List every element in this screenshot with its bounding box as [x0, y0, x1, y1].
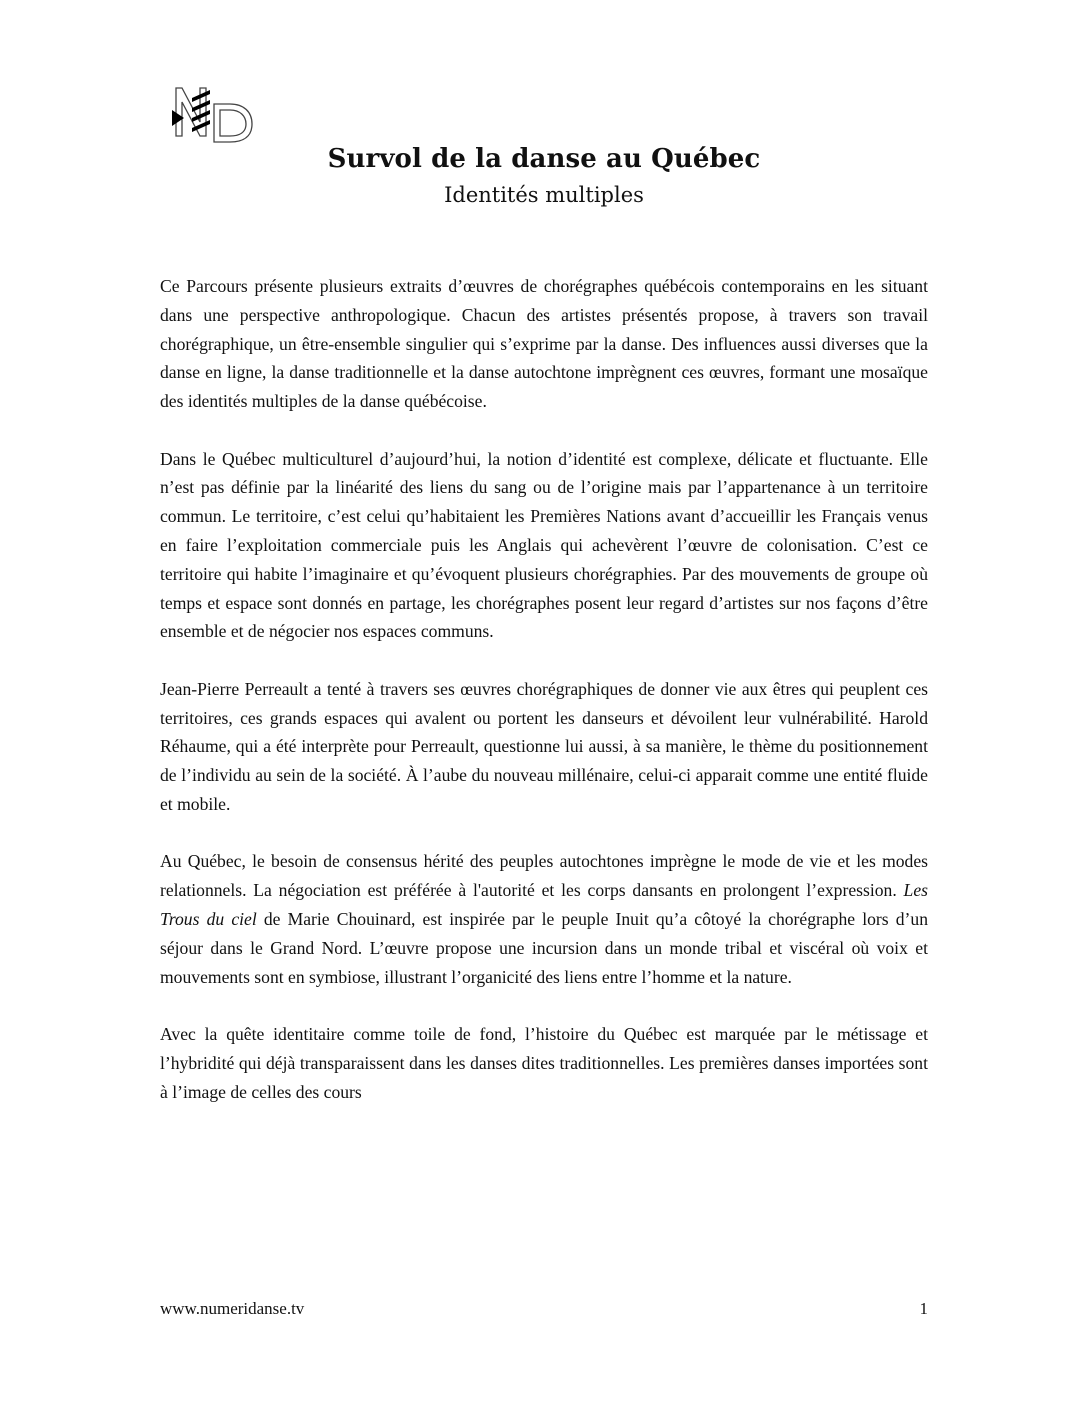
- paragraph-4-text-end: de Marie Chouinard, est inspirée par le peuple Inuit qu’a côtoyé la chorégraphe lors d’un séjour dans le Grand Nord. L’œuvre propose une incursion dans un monde tribal et viscéral où voix et mouvements sont en symbiose, illustrant l’organicité des liens entre l’homme et la nature.: [160, 908, 928, 987]
- document-subtitle: Identités multiples: [444, 183, 644, 207]
- paragraph-5: Avec la quête identitaire comme toile de fond, l’histoire du Québec est marquée par le métissage et l’hybridité qui déjà transparaissent dans les danses dites traditionnelles. Les premières danses importées sont à l’image de celles des cours: [160, 1023, 928, 1102]
- footer-url: www.numeridanse.tv: [160, 1299, 305, 1318]
- page-number: 1: [919, 1299, 928, 1318]
- paragraph-4: [160, 847, 928, 991]
- paragraph-3: Jean-Pierre Perreault a tenté à travers ses œuvres chorégraphiques de donner vie aux êtres qui peuplent ces territoires, ces grands espaces qui avalent ou portent les danseurs et dévoilent leur vulnérabilité. Harold Réhaume, qui a été interprète pour Perreault, questionne lui aussi, à sa manière, le thème du positionnement de l’individu au sein de la société. À l’aube du nouveau millénaire, celui-ci apparait comme une entité fluide et mobile.: [160, 678, 928, 814]
- paragraph-2: Dans le Québec multiculturel d’aujourd’hui, la notion d’identité est complexe, délicate et fluctuante. Elle n’est pas définie par la linéarité des liens du sang ou de l’origine mais par l’appartenance à un territoire commun. Le territoire, c’est celui qu’habitaient les Premières Nations avant d’accueillir les Français venus en faire l’exploitation commerciale puis les Anglais qui achevèrent l’œuvre de colonisation. C’est ce territoire qui habite l’imaginaire et qu’évoquent plusieurs chorégraphies. Par des mouvements de groupe où temps et espace sont donnés en partage, les chorégraphes posent leur regard d’artistes sur nos façons d’être ensemble et de négocier nos espaces communs.: [160, 448, 928, 642]
- numeridanse-logo-icon: [170, 86, 256, 144]
- paragraph-4-text-start: Au Québec, le besoin de consensus hérité des peuples autochtones imprègne le mode de vie et les modes relationnels. La négociation est préférée à l'autorité et les corps dansants en prolongent l’expression.: [160, 851, 928, 901]
- paragraph-1: Ce Parcours présente plusieurs extraits d’œuvres de chorégraphes québécois contemporains en les situant dans une perspective anthropologique. Chacun des artistes présentés propose, à travers son travail chorégraphique, un être-ensemble singulier qui s’exprime par la danse. Des influences aussi diverses que la danse en ligne, la danse traditionnelle et la danse autochtone imprègnent ces œuvres, formant une mosaïque des identités multiples de la danse québécoise.: [160, 276, 928, 412]
- document-body: [160, 272, 928, 1135]
- work-title-les-trous-du-ciel: Les Trous du ciel: [160, 880, 928, 929]
- document-title: Survol de la danse au Québec: [327, 144, 761, 174]
